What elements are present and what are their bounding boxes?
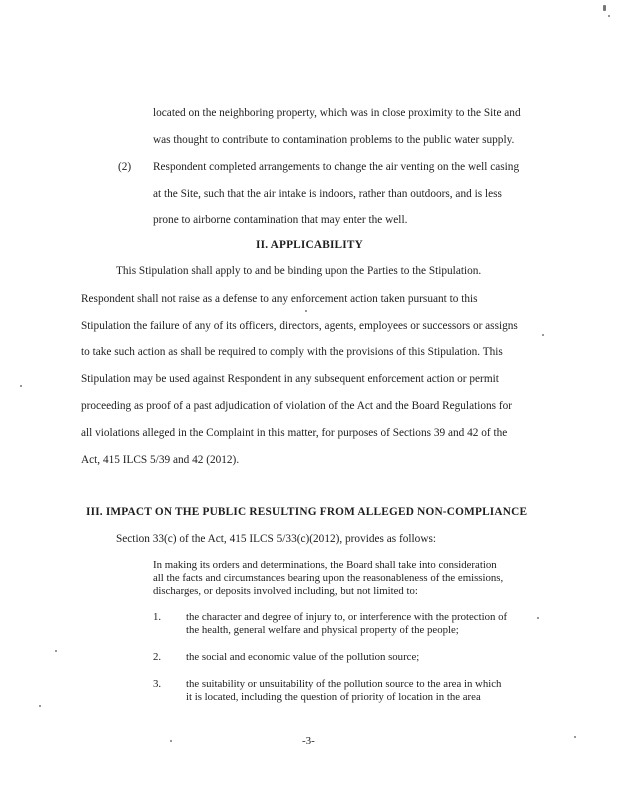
impact-intro: Section 33(c) of the Act, 415 ILCS 5/33(c)(2012), provides as follows: xyxy=(116,533,437,545)
scan-speck xyxy=(542,334,544,336)
factor-line: the health, general welfare and physical property of the people; xyxy=(186,624,459,636)
applicability-line: This Stipulation shall apply to and be binding upon the Parties to the Stipulation. xyxy=(116,265,482,277)
item2-line-2: at the Site, such that the air intake is indoors, rather than outdoors, and is less xyxy=(153,188,502,200)
scan-speck xyxy=(39,705,41,707)
section-heading-applicability: II. APPLICABILITY xyxy=(256,239,363,251)
factor-line: the character and degree of injury to, or interference with the protection of xyxy=(186,611,508,623)
item2-line-1: Respondent completed arrangements to change the air venting on the well casing xyxy=(153,161,520,173)
applicability-line: Stipulation may be used against Respondent in any subsequent enforcement action or permit xyxy=(81,373,499,385)
scan-speck xyxy=(574,736,576,738)
factor-line: the social and economic value of the pollution source; xyxy=(186,651,420,663)
applicability-line: all violations alleged in the Complaint in this matter, for purposes of Sections 39 and 42 of the xyxy=(81,427,508,439)
section-heading-impact: III. IMPACT ON THE PUBLIC RESULTING FROM ALLEGED NON-COMPLIANCE xyxy=(86,506,528,518)
applicability-line: to take such action as shall be required to comply with the provisions of this Stipulation. This xyxy=(81,346,503,358)
applicability-line: Act, 415 ILCS 5/39 and 42 (2012). xyxy=(81,454,240,466)
item2-line-3: prone to airborne contamination that may enter the well. xyxy=(153,214,408,226)
quote-line: discharges, or deposits involved including, but not limited to: xyxy=(153,585,418,597)
scan-speck xyxy=(537,617,539,619)
factor-line: the suitability or unsuitability of the pollution source to the area in which xyxy=(186,678,502,690)
quote-line: In making its orders and determinations, the Board shall take into consideration xyxy=(153,559,497,571)
factor-line: it is located, including the question of priority of location in the area xyxy=(186,691,481,703)
scan-speck xyxy=(55,650,57,652)
quote-line: all the facts and circumstances bearing upon the reasonableness of the emissions, xyxy=(153,572,504,584)
factor-number: 3. xyxy=(153,678,162,690)
applicability-line: Respondent shall not raise as a defense to any enforcement action taken pursuant to this xyxy=(81,293,478,305)
applicability-line: proceeding as proof of a past adjudication of violation of the Act and the Board Regulations for xyxy=(81,400,513,412)
factor-number: 1. xyxy=(153,611,162,623)
scan-speck xyxy=(305,310,307,312)
scan-speck xyxy=(20,385,22,387)
factor-number: 2. xyxy=(153,651,162,663)
scan-speck xyxy=(608,15,610,17)
item1-line-2: was thought to contribute to contamination problems to the public water supply. xyxy=(153,134,515,146)
page-number: -3- xyxy=(302,735,315,747)
scan-speck xyxy=(170,740,172,742)
item1-line-1: located on the neighboring property, which was in close proximity to the Site and xyxy=(153,107,521,119)
scan-speck xyxy=(603,5,606,11)
applicability-line: Stipulation the failure of any of its officers, directors, agents, employees or successors or assigns xyxy=(81,320,518,332)
item2-number: (2) xyxy=(118,161,132,173)
